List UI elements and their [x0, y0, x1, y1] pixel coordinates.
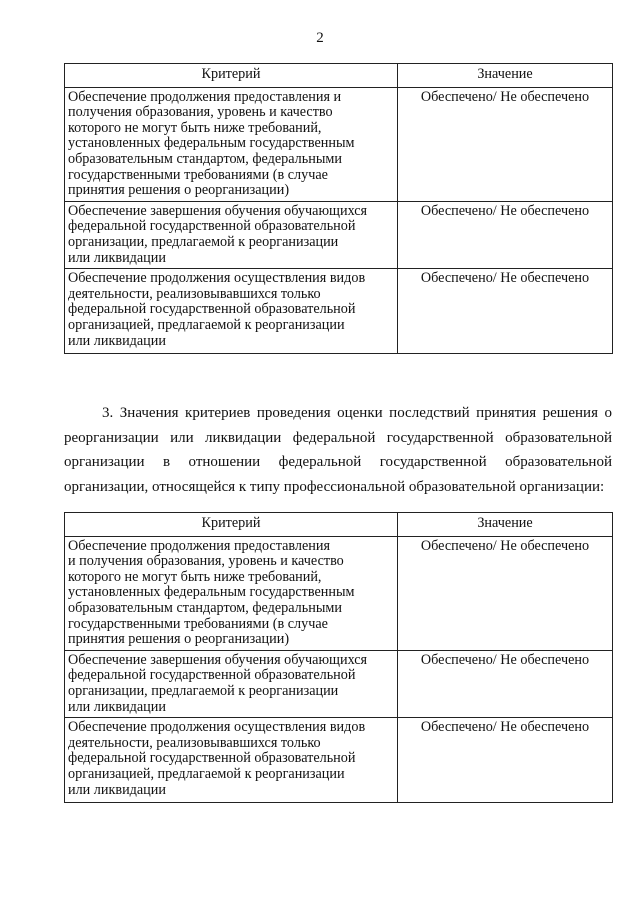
section-3-paragraph: 3. Значения критериев проведения оценки последствий принятия решения о реорганизации или ликвидации федеральной государственной образовательной организации в отношении федеральной государственной образовательной организации, относящейся к типу профессиональной образовательной организации:	[64, 405, 612, 495]
value-cell: Обеспечено/ Не обеспечено	[398, 87, 613, 201]
value-cell: Обеспечено/ Не обеспечено	[398, 269, 613, 354]
header-criterion: Критерий	[65, 64, 398, 88]
table-row	[65, 718, 613, 803]
table-header-row	[65, 64, 613, 88]
table-row	[65, 87, 613, 201]
table-row	[65, 269, 613, 354]
table-row	[65, 536, 613, 650]
criterion-cell: Обеспечение продолжения предоставления и получения образования, уровень и качество которого не могут быть ниже требований, установленных федеральным государственным образовательным стандартом, федеральными государственными требованиями (в случае принятия решения о реорганизации)	[65, 536, 398, 650]
value-cell: Обеспечено/ Не обеспечено	[398, 536, 613, 650]
criterion-cell: Обеспечение продолжения предоставления и получения образования, уровень и качество которого не могут быть ниже требований, установленных федеральным государственным образовательным стандартом, федеральными государственными требованиями (в случае принятия решения о реорганизации)	[65, 87, 398, 201]
table-row	[65, 650, 613, 717]
criterion-cell: Обеспечение продолжения осуществления видов деятельности, реализовывавшихся только федеральной государственной образовательной организацией, предлагаемой к реорганизации или ликвидации	[65, 718, 398, 803]
table-header-row	[65, 513, 613, 537]
criterion-cell: Обеспечение завершения обучения обучающихся федеральной государственной образовательной организации, предлагаемой к реорганизации или ликвидации	[65, 650, 398, 717]
criteria-table-1	[64, 63, 613, 354]
criteria-table-2	[64, 512, 613, 803]
header-value: Значение	[398, 64, 613, 88]
value-cell: Обеспечено/ Не обеспечено	[398, 650, 613, 717]
header-criterion: Критерий	[65, 513, 398, 537]
table-row	[65, 201, 613, 268]
value-cell: Обеспечено/ Не обеспечено	[398, 201, 613, 268]
value-cell: Обеспечено/ Не обеспечено	[398, 718, 613, 803]
criterion-cell: Обеспечение завершения обучения обучающихся федеральной государственной образовательной организации, предлагаемой к реорганизации или ликвидации	[65, 201, 398, 268]
criterion-cell: Обеспечение продолжения осуществления видов деятельности, реализовывавшихся только федеральной государственной образовательной организацией, предлагаемой к реорганизации или ликвидации	[65, 269, 398, 354]
page-number: 2	[316, 30, 324, 46]
header-value: Значение	[398, 513, 613, 537]
